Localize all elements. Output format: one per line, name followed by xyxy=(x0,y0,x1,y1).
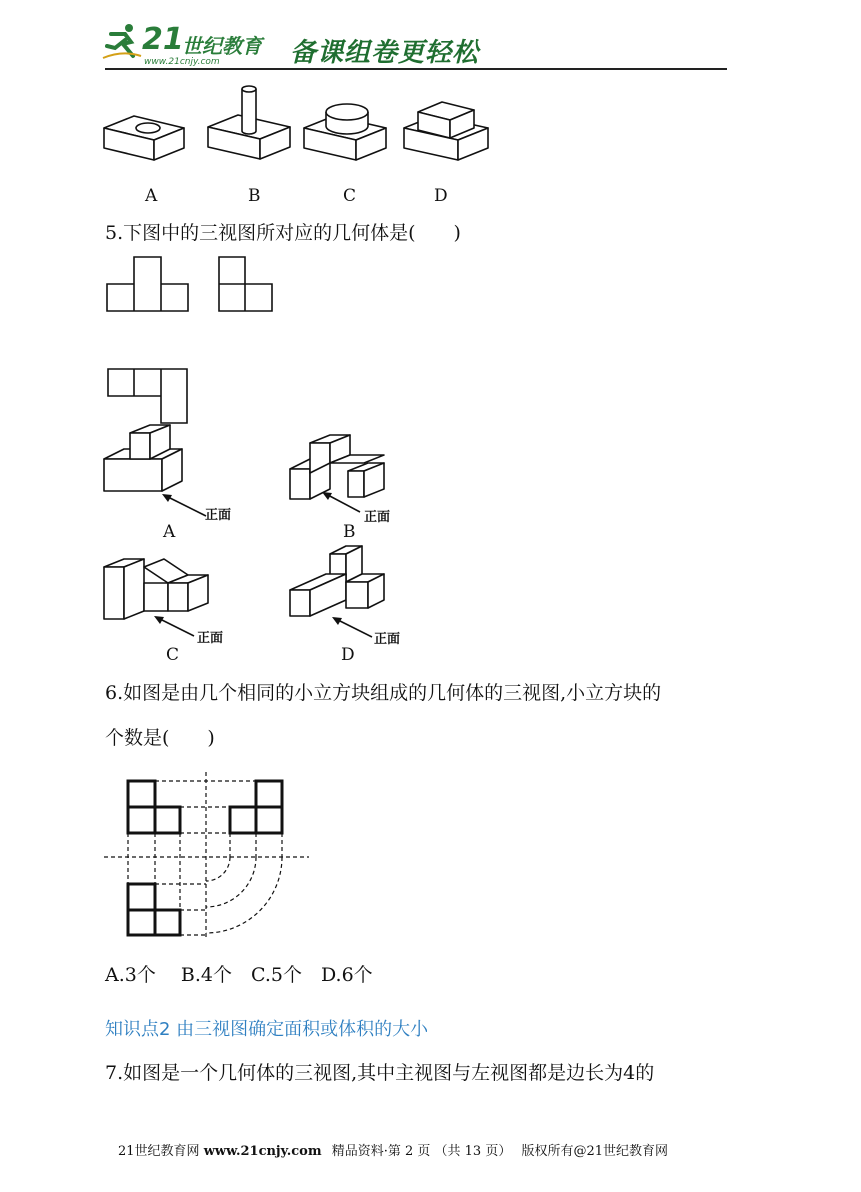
q5-option-d-figure xyxy=(290,544,400,624)
q5-option-a-label: A xyxy=(163,522,176,542)
q5-top-view xyxy=(107,368,191,426)
q5-option-b-arrow xyxy=(320,490,370,520)
q5-option-b-front-label: 正面 xyxy=(364,510,391,525)
q5-side-view xyxy=(218,256,276,314)
question-6-text-line1: 6.如图是由几个相同的小立方块组成的几何体的三视图,小立方块的 xyxy=(105,682,662,704)
q4-option-a-label: A xyxy=(145,186,158,206)
q5-option-c-front-label: 正面 xyxy=(197,631,224,646)
footer-page-info: 精品资料·第 2 页 （共 13 页） xyxy=(331,1144,512,1159)
q5-option-c-label: C xyxy=(166,645,180,665)
q5-option-c-arrow xyxy=(152,614,202,644)
q5-option-a-figure xyxy=(104,423,214,503)
q6-three-view-figure xyxy=(104,772,314,942)
q4-option-c-label: C xyxy=(343,186,357,206)
q4-option-b-label: B xyxy=(248,186,261,206)
q5-option-d-arrow xyxy=(330,615,380,645)
q5-front-view xyxy=(107,256,191,314)
logo-url: www.21cnjy.com xyxy=(144,57,220,67)
q5-option-d-front-label: 正面 xyxy=(374,632,401,647)
runner-logo-icon xyxy=(103,22,143,62)
q4-figure-b xyxy=(208,85,298,165)
question-7-text: 7.如图是一个几何体的三视图,其中主视图与左视图都是边长为4的 xyxy=(105,1062,655,1084)
footer-rights: 版权所有@21世纪教育网 xyxy=(521,1144,669,1159)
question-6-choices: A.3个 B.4个 C.5个 D.6个 xyxy=(105,964,373,986)
header-slogan: 备课组卷更轻松 xyxy=(290,38,480,68)
q5-option-b-label: B xyxy=(343,522,356,542)
q4-option-d-label: D xyxy=(434,186,448,206)
logo-number: 21 xyxy=(142,22,184,57)
header-rule xyxy=(105,68,727,70)
page-footer xyxy=(118,1140,668,1159)
section-heading: 知识点2 由三视图确定面积或体积的大小 xyxy=(105,1019,429,1040)
question-6-text-line2: 个数是( ) xyxy=(105,727,215,749)
footer-url[interactable]: www.21cnjy.com xyxy=(203,1144,322,1159)
q4-figure-d xyxy=(404,100,494,180)
q5-option-a-front-label: 正面 xyxy=(205,508,232,523)
question-5-text: 5.下图中的三视图所对应的几何体是( ) xyxy=(105,222,461,244)
logo-text: 世纪教育 xyxy=(182,34,262,58)
footer-site: 21世纪教育网 xyxy=(118,1144,200,1159)
q5-option-a-arrow xyxy=(160,492,210,522)
q4-figure-a xyxy=(104,108,194,183)
q5-option-d-label: D xyxy=(341,645,355,665)
q4-figure-c xyxy=(304,108,394,183)
